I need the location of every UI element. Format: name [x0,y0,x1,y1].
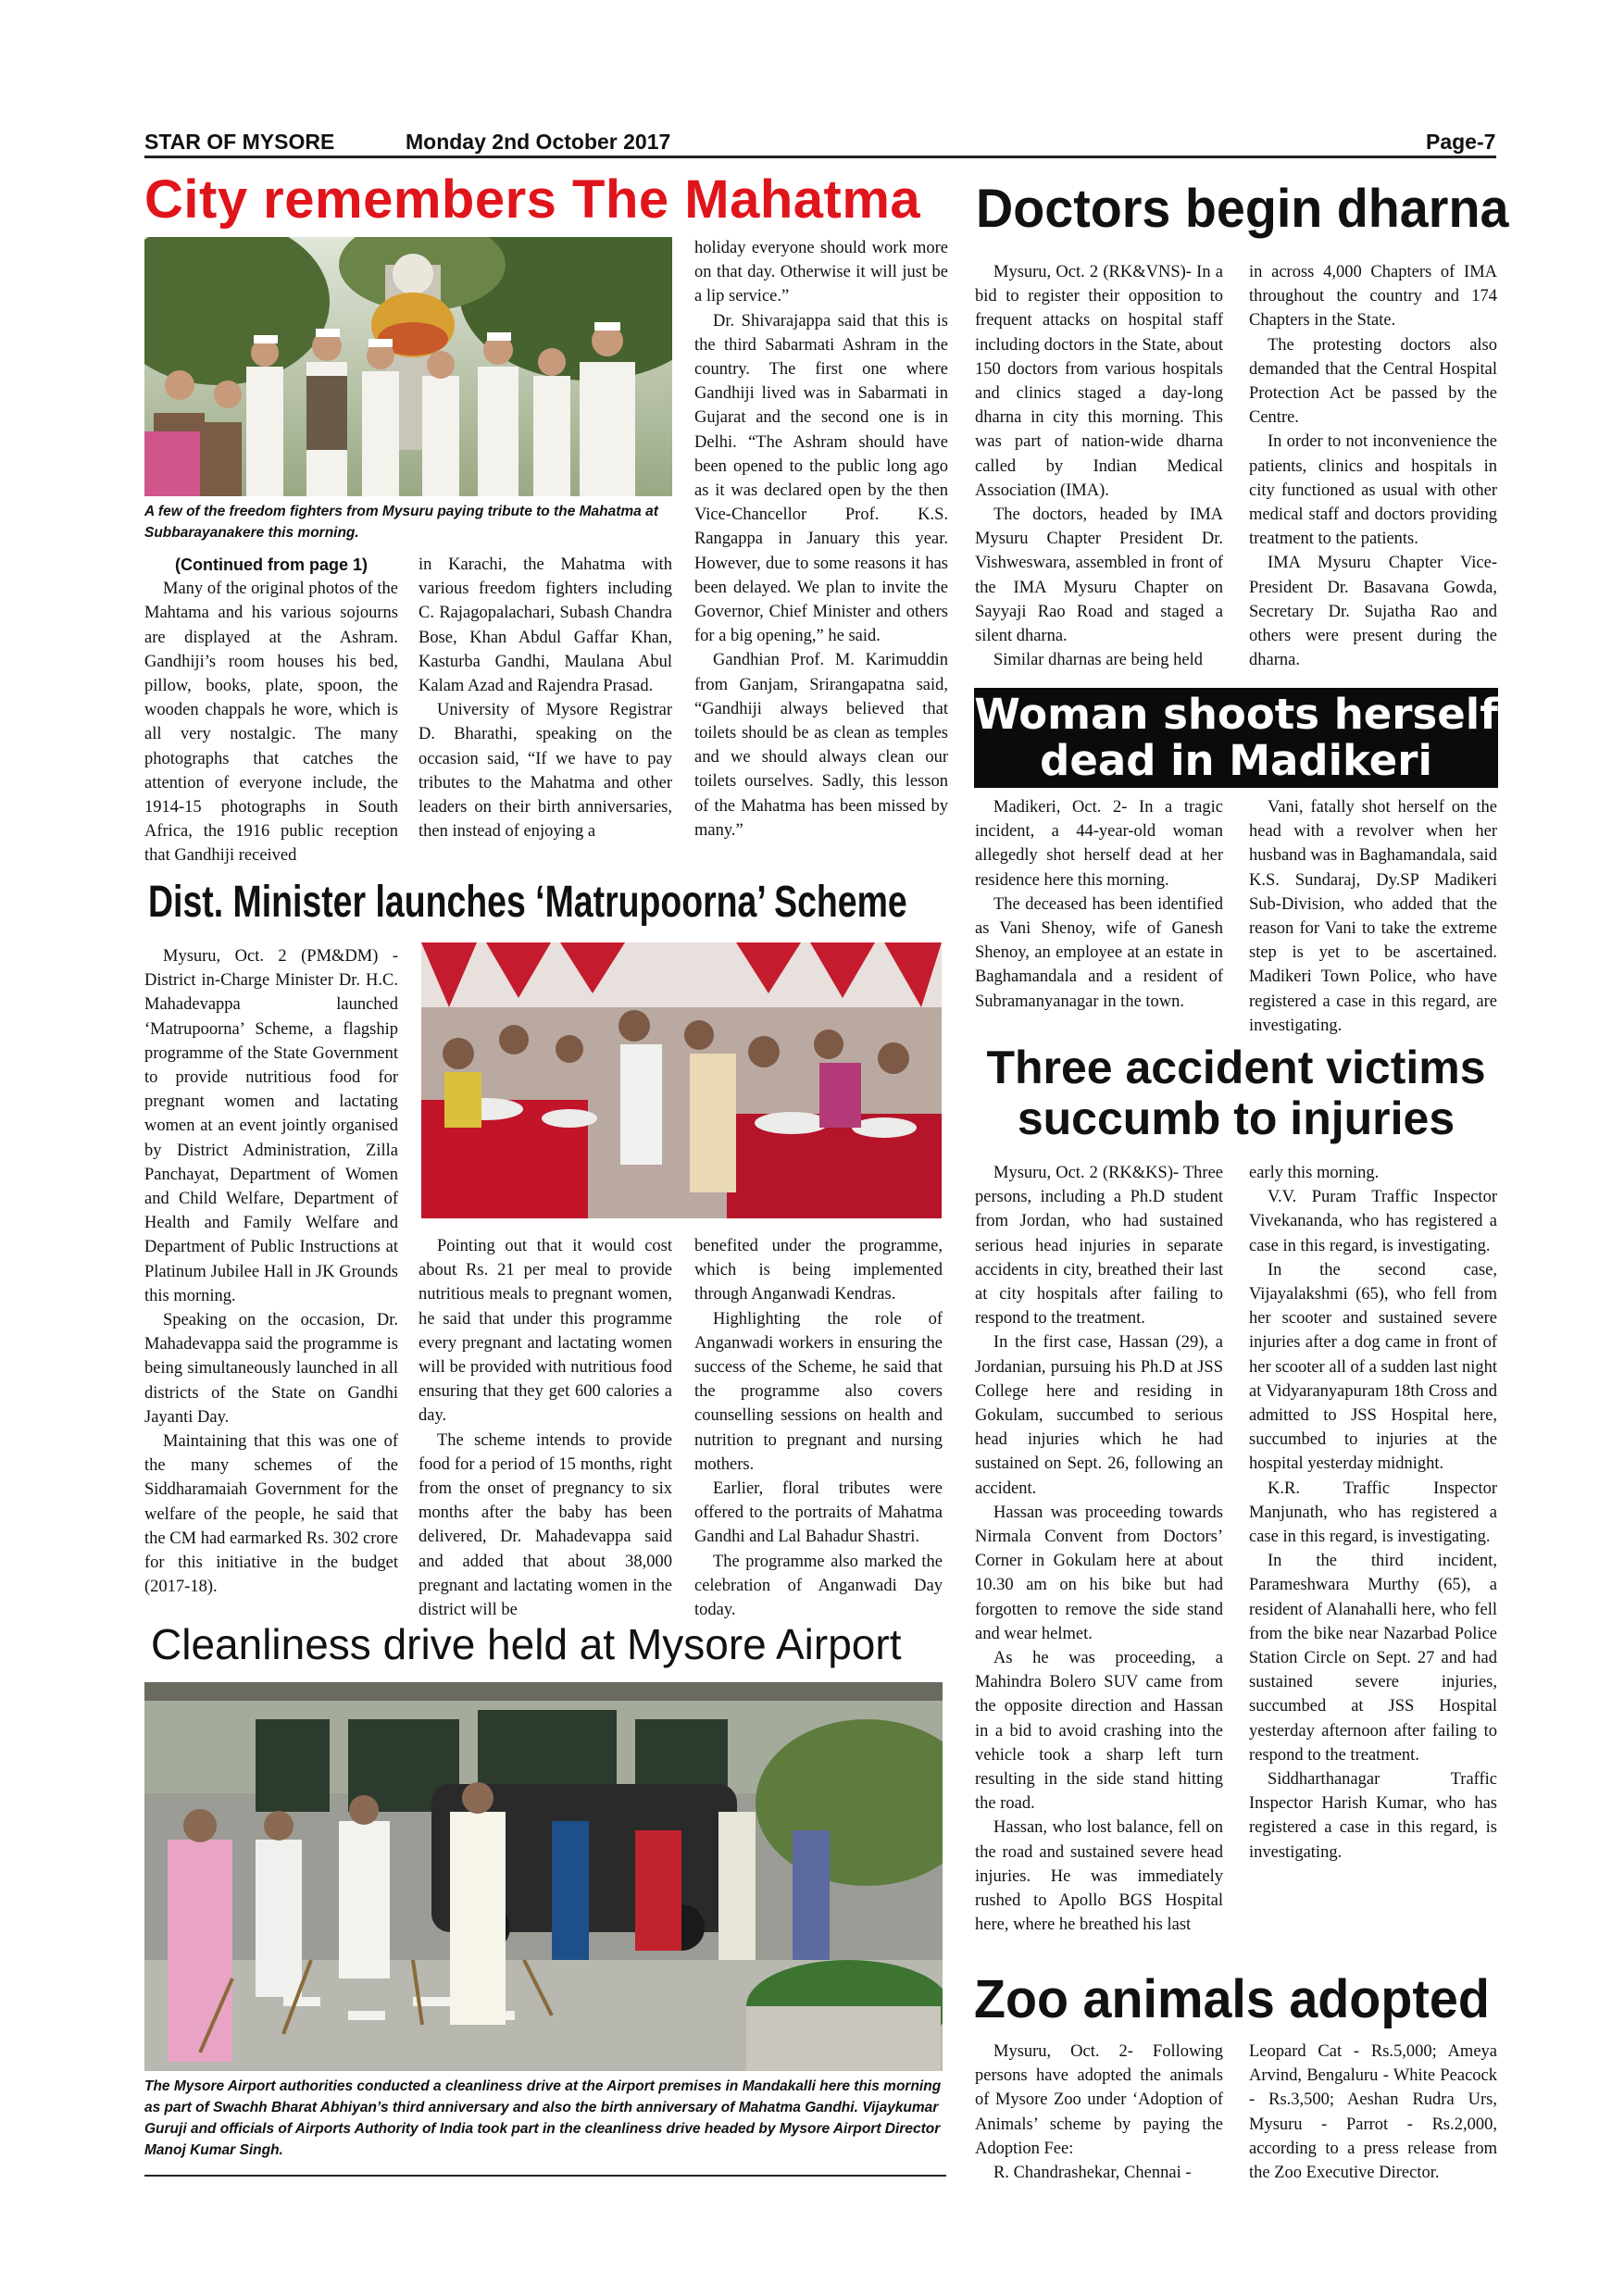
paragraph: Leopard Cat - Rs.5,000; Ameya Arvind, Bengaluru - White Peacock - Rs.3,500; Aeshan Rudra Urs, Mysuru - Parrot - Rs.2,000, according to a press release from the Zoo Executive Director. [1249,2042,1497,2183]
paragraph: Dr. Shivarajappa said that this is the third Sabarmati Ashram in the country. The first one where Gandhiji lived was in Sabarmati in Gujarat and the second one is in Delhi. “The Ashram should have been opened to the public long ago as it was declared open by the then Vice-Chancellor Prof. K.S. Rangappa in January this year. However, due to some reasons it has been delayed. We plan to invite the Governor, Chief Minister and others for a big opening,” he said. [694,311,948,646]
accident-headline-line2: succumb to injuries [1017,1092,1455,1144]
mahatma-photo-image [144,237,672,496]
doctors-headline: Doctors begin dharna [976,179,1509,239]
airport-headline: Cleanliness drive held at Mysore Airport [151,1620,902,1668]
masthead-rule [144,156,1496,158]
paragraph: The scheme intends to provide food for a period of 15 months, right from the onset of pregnancy to six months after the baby has been delivered, Dr. Mahadevappa said and added that about 38,000 pregnant and lactating women in the district will be [418,1430,672,1620]
zoo-headline: Zoo animals adopted [974,1969,1490,2029]
paragraph: As he was proceeding, a Mahindra Bolero SUV came from the opposite direction and Hassan in a bid to avoid crashing into the vehicle took a sharp left turn resulting in the side stand hitting the road. [975,1649,1223,1814]
paragraph: The deceased has been identified as Vani Shenoy, wife of Ganesh Shenoy, an employee at an estate in Baghamandala and a resident of Subramanyanagar in the town. [975,894,1223,1011]
paragraph: The programme also marked the celebration of Anganwadi Day today. [694,1552,943,1620]
mahatma-photo [144,237,672,496]
matrupoorna-column-1 [144,944,398,1599]
zoo-column-2 [1249,2040,1497,2185]
matrupoorna-photo [421,942,942,1218]
paragraph: Mysuru, Oct. 2 (RK&VNS)- In a bid to register their opposition to frequent attacks on hospital staff including doctors in the State, about 150 doctors from various hospitals and clinics staged a day-long dharna in city this morning. This was part of nation-wide dharna called by Indian Medical Association (IMA). [975,263,1223,500]
paragraph: early this morning. [1249,1164,1380,1182]
paragraph: Mysuru, Oct. 2 (PM&DM) - District in-Charge Minister Dr. H.C. Mahadevappa launched ‘Matrupoorna’ Scheme, a flagship programme of the State Government to provide nutritious food for pregnant women and lactating women at an event jointly organised by District Administration, Zilla Panchayat, Department of Women and Child Welfare, Department of Health and Family Welfare and Department of Public Instructions at Platinum Jubilee Hall in JK Grounds this morning. [144,947,398,1305]
accident-column-2 [1249,1161,1497,1865]
paragraph: In order to not inconvenience the patients, clinics and hospitals in city functioned as usual with other medical staff and doctors providing treatment to the patients. [1249,432,1497,549]
mahatma-column-3 [694,236,948,842]
paragraph: In the third incident, Parameshwara Murthy (65), a resident of Alanahalli here, who fell from the bike near Nazarbad Police Station Circle on Sept. 27 and had sustained severe injuries, succumbed at JSS Hospital yesterday afternoon after failing to respond to the treatment. [1249,1552,1497,1765]
matrupoorna-column-2 [418,1234,672,1622]
doctors-column-2 [1249,260,1497,672]
paragraph: Pointing out that it would cost about Rs. 21 per meal to provide nutritious meals to pregnant women, he said that under this programme every pregnant and lactating women will be provided with nutritious food ensuring that they get 600 calories a day. [418,1237,672,1426]
paragraph: University of Mysore Registrar D. Bharathi, speaking on the occasion said, “If we have to pay tributes to the Mahatma and other leaders on their birth anniversaries, then instead of enjoying a [418,701,672,842]
paragraph: K.R. Traffic Inspector Manjunath, who has registered a case in this regard, is investigating. [1249,1479,1497,1547]
paragraph: Hassan was proceeding towards Nirmala Convent from Doctors’ Corner in Gokulam here at about 10.30 am on his bike but had forgotten to remove the side stand and wear helmet. [975,1503,1223,1643]
paragraph: benefited under the programme, which is being implemented through Anganwadi Kendras. [694,1237,943,1304]
paragraph: V.V. Puram Traffic Inspector Vivekananda, who has registered a case in this regard, is investigating. [1249,1188,1497,1255]
paragraph: Maintaining that this was one of the many schemes of the Siddharamaiah Government for the welfare of the people, he said that the CM had earmarked Rs. 302 crore for this initiative in the budget (2017-18). [144,1432,398,1597]
paragraph: in Karachi, the Mahatma with various freedom fighters including C. Rajagopalachari, Subash Chandra Bose, Khan Abdul Gaffar Khan, Kasturba Gandhi, Maulana Abul Kalam Azad and Rajendra Prasad. [418,555,672,696]
madikeri-headline-line1: Woman shoots herself [974,690,1498,739]
paragraph: holiday everyone should work more on that day. Otherwise it will just be a lip service.” [694,239,948,306]
zoo-column-1 [975,2040,1223,2185]
paragraph: In the second case, Vijayalakshmi (65), who fell from her scooter and sustained severe injuries after a dog came in front of her scooter all of a sudden last night at Vidyaranyapuram 18th Cross and admitted to JSS Hospital here, succumbed to injuries at the hospital yesterday midnight. [1249,1260,1497,1474]
madikeri-column-1 [975,795,1223,1014]
mahatma-caption: A few of the freedom fighters from Mysuru paying tribute to the Mahatma at Subbarayanakere this morning. [144,504,658,541]
madikeri-headline-box [974,688,1498,788]
paragraph: in across 4,000 Chapters of IMA throughout the country and 174 Chapters in the State. [1249,263,1497,331]
accident-headline [974,1042,1498,1144]
paragraph: The doctors, headed by IMA Mysuru Chapter President Dr. Vishweswara, assembled in front of the IMA Mysuru Chapter on Sayyaji Rao Road and staged a silent dharna. [975,505,1223,646]
paragraph: Similar dharnas are being held [993,651,1204,670]
paragraph: Vani, fatally shot herself on the head with a revolver when her husband was in Baghamandala, said K.S. Sundaraj, Dy.SP Madikeri Sub-Division, who added that the reason for Vani to take the extreme step is yet to be ascertained. Madikeri Town Police, who have registered a case in this regard, are investigating. [1249,798,1497,1035]
airport-caption-rule [144,2175,946,2177]
continued-note: (Continued from page 1) [175,555,368,574]
paragraph: Gandhian Prof. M. Karimuddin from Ganjam, Srirangapatna said, “Gandhiji always believed that toilets should be as clean as temples and we should always clean our toilets ourselves. Sadly, this lesson of the Mahatma has been missed by many.” [694,651,948,840]
matrupoorna-photo-image [421,942,942,1218]
mahatma-headline: City remembers The Mahatma [144,169,921,230]
paragraph: In the first case, Hassan (29), a Jordanian, pursuing his Ph.D at JSS College here and residing in Gokulam, succumbed to serious head injuries which he had sustained on Sept. 26, following an accident. [975,1333,1223,1498]
paragraph: Highlighting the role of Anganwadi workers in ensuring the success of the Scheme, he said that the programme also covers counselling sessions on health and nutrition to pregnant and nursing mothers. [694,1309,943,1474]
issue-date: Monday 2nd October 2017 [406,130,671,154]
paragraph: IMA Mysuru Chapter Vice-President Dr. Basavana Gowda, Secretary Dr. Sujatha Rao and others were present during the dharna. [1249,554,1497,670]
paragraph: Many of the original photos of the Mahtama and his various sojourns are displayed at the Ashram. Gandhiji’s room houses his bed, pillow, books, plate, spoon, the wooden chappals he wore, which is all very nostalgic. The many photographs that catches the attention of everyone include, the 1914-15 photographs in South Africa, the 1916 public reception that Gandhiji received [144,580,398,866]
accident-column-1 [975,1161,1223,1938]
paragraph: The protesting doctors also demanded that the Central Hospital Protection Act be passed by the Centre. [1249,335,1497,428]
madikeri-headline-line2: dead in Madikeri [1040,736,1432,785]
paragraph: Mysuru, Oct. 2- Following persons have adopted the animals of Mysore Zoo under ‘Adoption of Animals’ scheme by paying the Adoption Fee: [975,2042,1223,2158]
accident-headline-line1: Three accident victims [986,1042,1486,1093]
airport-photo [144,1682,943,2071]
paragraph: R. Chandrashekar, Chennai - [993,2164,1192,2183]
mahatma-column-2 [418,553,672,843]
page-number: Page-7 [1426,130,1496,154]
airport-caption: The Mysore Airport authorities conducted a cleanliness drive at the Airport premises in Mandakalli here this morning as part of Swachh Bharat Abhiyan’s third anniversary and also the birth anniversary of Mahatma Gandhi. Vijaykumar Guruji and officials of Airports Authority of India took part in the cleanliness drive headed by Mysore Airport Director Manoj Kumar Singh. [144,2078,942,2158]
paragraph: Mysuru, Oct. 2 (RK&KS)- Three persons, including a Ph.D student from Jordan, who had sustained serious head injuries in separate accidents in city, breathed their last at city hospitals after failing to respond to the treatment. [975,1164,1223,1329]
paragraph: Speaking on the occasion, Dr. Mahadevappa said the programme is being simultaneously launched in all districts of the State on Gandhi Jayanti Day. [144,1311,398,1427]
airport-photo-image [144,1682,943,2071]
mahatma-column-1 [144,553,398,868]
paragraph: Earlier, floral tributes were offered to the portraits of Mahatma Gandhi and Lal Bahadur Shastri. [694,1479,943,1547]
matrupoorna-column-3 [694,1234,943,1622]
paragraph: Madikeri, Oct. 2- In a tragic incident, a 44-year-old woman allegedly shot herself dead at her residence here this morning. [975,798,1223,890]
madikeri-column-2 [1249,795,1497,1038]
matrupoorna-headline: Dist. Minister launches ‘Matrupoorna’ Scheme [148,878,907,927]
paragraph: Siddharthanagar Traffic Inspector Harish Kumar, who has registered a case in this regard, is investigating. [1249,1770,1497,1862]
paragraph: Hassan, who lost balance, fell on the road and sustained severe head injuries. He was immediately rushed to Apollo BGS Hospital here, where he breathed his last [975,1818,1223,1935]
doctors-column-1 [975,260,1223,672]
paper-name: STAR OF MYSORE [144,130,335,154]
